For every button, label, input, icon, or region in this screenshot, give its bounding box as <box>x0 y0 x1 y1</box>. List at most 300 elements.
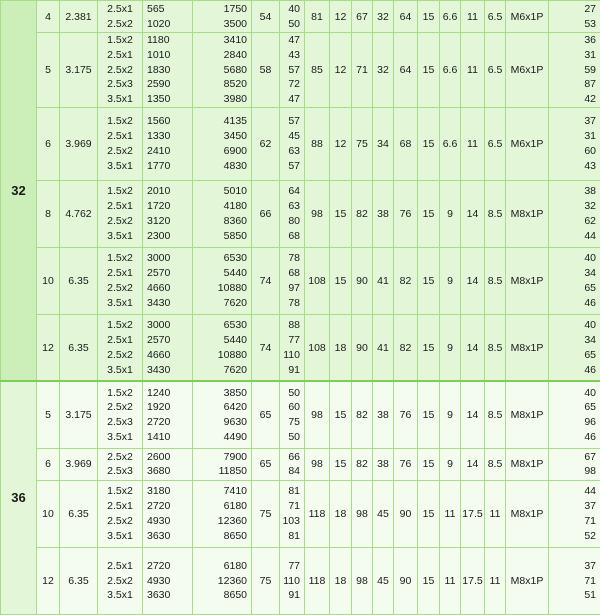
cell-line: 84 <box>280 464 304 479</box>
cell-f: 62 <box>252 107 280 180</box>
cell-line: 3410 <box>193 33 251 48</box>
cell-line: 3500 <box>193 17 251 32</box>
cell-k: 32 <box>373 33 394 108</box>
cell-line: 50 <box>280 430 304 445</box>
cell-line: 2410 <box>143 144 192 159</box>
cell-line: 52 <box>549 529 600 544</box>
cell-line: 10880 <box>193 281 251 296</box>
cell-g <box>280 480 305 547</box>
cell-h: 98 <box>305 381 330 448</box>
cell-line: 6900 <box>193 144 251 159</box>
cell-line: 4490 <box>193 430 251 445</box>
cell-line: 67 <box>549 450 600 465</box>
cell-o: 14 <box>461 381 485 448</box>
cell-line: 80 <box>280 214 304 229</box>
cell-k: 34 <box>373 107 394 180</box>
cell-line: 65 <box>549 400 600 415</box>
cell-line: 3.5x1 <box>98 159 142 174</box>
cell-line: 7900 <box>193 450 251 465</box>
cell-line: 5010 <box>193 184 251 199</box>
cell-m: 15 <box>418 247 440 314</box>
cell-p: 6.5 <box>485 1 506 33</box>
cell-m: 15 <box>418 33 440 108</box>
cell-line: 50 <box>280 386 304 401</box>
cell-line: 2.5x2 <box>98 348 142 363</box>
cell-n: 11 <box>440 547 461 614</box>
cell-r <box>549 107 600 180</box>
cell-p: 8.5 <box>485 314 506 381</box>
table-row <box>1 180 600 247</box>
cell-g <box>280 107 305 180</box>
cell-line: 12360 <box>193 514 251 529</box>
cell-line: 1720 <box>143 199 192 214</box>
cell-line: 1.5x2 <box>98 33 142 48</box>
cell-j: 90 <box>352 314 373 381</box>
cell-n: 6.6 <box>440 33 461 108</box>
cell-line: 1010 <box>143 48 192 63</box>
cell-line: 1.5x2 <box>98 318 142 333</box>
cell-b: 3.175 <box>60 381 98 448</box>
cell-line: 44 <box>549 229 600 244</box>
cell-e <box>193 1 252 33</box>
cell-m: 15 <box>418 180 440 247</box>
cell-a: 12 <box>37 314 60 381</box>
cell-r <box>549 314 600 381</box>
cell-line: 71 <box>280 499 304 514</box>
cell-line: 37 <box>549 499 600 514</box>
cell-r <box>549 180 600 247</box>
cell-line: 2.5x1 <box>98 266 142 281</box>
cell-line: 5680 <box>193 63 251 78</box>
cell-line: 96 <box>549 415 600 430</box>
cell-b: 6.35 <box>60 547 98 614</box>
cell-q: M8x1P <box>506 180 549 247</box>
cell-line: 77 <box>280 333 304 348</box>
cell-a: 4 <box>37 1 60 33</box>
cell-b: 6.35 <box>60 247 98 314</box>
table-row <box>1 247 600 314</box>
cell-line: 4660 <box>143 281 192 296</box>
cell-line: 34 <box>549 333 600 348</box>
cell-line: 2570 <box>143 266 192 281</box>
cell-line: 46 <box>549 296 600 311</box>
cell-line: 1330 <box>143 129 192 144</box>
cell-c <box>98 107 143 180</box>
cell-line: 65 <box>549 281 600 296</box>
cell-i: 18 <box>330 314 352 381</box>
cell-i: 18 <box>330 480 352 547</box>
cell-line: 91 <box>280 363 304 378</box>
cell-line: 77 <box>280 559 304 574</box>
cell-line: 5440 <box>193 333 251 348</box>
cell-line: 31 <box>549 48 600 63</box>
cell-line: 64 <box>280 184 304 199</box>
cell-o: 11 <box>461 107 485 180</box>
cell-line: 2720 <box>143 559 192 574</box>
cell-i: 12 <box>330 1 352 33</box>
cell-line: 2.5x1 <box>98 499 142 514</box>
cell-line: 6530 <box>193 251 251 266</box>
cell-j: 67 <box>352 1 373 33</box>
cell-line: 2.5x1 <box>98 333 142 348</box>
cell-line: 2.5x2 <box>98 514 142 529</box>
cell-f: 54 <box>252 1 280 33</box>
cell-line: 4660 <box>143 348 192 363</box>
cell-h: 85 <box>305 33 330 108</box>
cell-l: 76 <box>394 381 418 448</box>
cell-line: 3680 <box>143 464 192 479</box>
table-row <box>1 1 600 33</box>
cell-b: 6.35 <box>60 314 98 381</box>
cell-line: 3.5x1 <box>98 92 142 107</box>
cell-f: 58 <box>252 33 280 108</box>
cell-c <box>98 547 143 614</box>
cell-line: 3980 <box>193 92 251 107</box>
cell-g <box>280 247 305 314</box>
cell-m: 15 <box>418 547 440 614</box>
cell-k: 38 <box>373 448 394 480</box>
cell-q: M6x1P <box>506 33 549 108</box>
cell-line: 38 <box>549 184 600 199</box>
table-row <box>1 480 600 547</box>
cell-l: 64 <box>394 1 418 33</box>
cell-f: 74 <box>252 247 280 314</box>
cell-c <box>98 33 143 108</box>
cell-line: 78 <box>280 251 304 266</box>
cell-line: 60 <box>549 144 600 159</box>
cell-line: 81 <box>280 484 304 499</box>
cell-line: 3630 <box>143 529 192 544</box>
cell-line: 63 <box>280 144 304 159</box>
cell-line: 37 <box>549 114 600 129</box>
cell-line: 2.5x2 <box>98 144 142 159</box>
cell-line: 1240 <box>143 386 192 401</box>
cell-line: 8520 <box>193 77 251 92</box>
cell-b: 3.175 <box>60 33 98 108</box>
cell-line: 1770 <box>143 159 192 174</box>
cell-d <box>143 180 193 247</box>
cell-a: 5 <box>37 33 60 108</box>
cell-i: 18 <box>330 547 352 614</box>
cell-line: 3.5x1 <box>98 430 142 445</box>
cell-a: 8 <box>37 180 60 247</box>
cell-line: 51 <box>549 588 600 603</box>
cell-line: 5850 <box>193 229 251 244</box>
cell-line: 60 <box>280 400 304 415</box>
cell-line: 103 <box>280 514 304 529</box>
cell-i: 15 <box>330 448 352 480</box>
cell-line: 2.5x3 <box>98 415 142 430</box>
cell-a: 12 <box>37 547 60 614</box>
cell-e <box>193 547 252 614</box>
cell-line: 7620 <box>193 363 251 378</box>
cell-line: 45 <box>280 129 304 144</box>
cell-c <box>98 314 143 381</box>
cell-d <box>143 547 193 614</box>
cell-l: 90 <box>394 480 418 547</box>
cell-l: 82 <box>394 247 418 314</box>
cell-f: 74 <box>252 314 280 381</box>
cell-line: 46 <box>549 430 600 445</box>
cell-line: 8360 <box>193 214 251 229</box>
cell-p: 8.5 <box>485 247 506 314</box>
cell-h: 118 <box>305 480 330 547</box>
cell-line: 3850 <box>193 386 251 401</box>
cell-line: 3.5x1 <box>98 529 142 544</box>
cell-line: 1350 <box>143 92 192 107</box>
cell-line: 3.5x1 <box>98 229 142 244</box>
cell-line: 8650 <box>193 588 251 603</box>
cell-a: 10 <box>37 480 60 547</box>
cell-l: 64 <box>394 33 418 108</box>
cell-b: 3.969 <box>60 448 98 480</box>
cell-line: 1020 <box>143 17 192 32</box>
cell-line: 2720 <box>143 499 192 514</box>
cell-line: 57 <box>280 63 304 78</box>
cell-i: 12 <box>330 33 352 108</box>
cell-line: 34 <box>549 266 600 281</box>
table-row <box>1 314 600 381</box>
cell-i: 12 <box>330 107 352 180</box>
cell-o: 17.5 <box>461 480 485 547</box>
cell-line: 3630 <box>143 588 192 603</box>
cell-b: 6.35 <box>60 480 98 547</box>
cell-line: 565 <box>143 2 192 17</box>
cell-line: 2570 <box>143 333 192 348</box>
cell-b: 2.381 <box>60 1 98 33</box>
cell-r <box>549 1 600 33</box>
cell-b: 3.969 <box>60 107 98 180</box>
cell-f: 75 <box>252 480 280 547</box>
cell-c <box>98 247 143 314</box>
cell-d <box>143 448 193 480</box>
cell-line: 75 <box>280 415 304 430</box>
cell-line: 10880 <box>193 348 251 363</box>
cell-k: 45 <box>373 547 394 614</box>
cell-line: 87 <box>549 77 600 92</box>
cell-line: 40 <box>549 318 600 333</box>
cell-line: 36 <box>549 33 600 48</box>
cell-l: 68 <box>394 107 418 180</box>
cell-line: 9630 <box>193 415 251 430</box>
cell-line: 50 <box>280 17 304 32</box>
cell-line: 47 <box>280 33 304 48</box>
cell-line: 12360 <box>193 574 251 589</box>
cell-e <box>193 480 252 547</box>
cell-p: 11 <box>485 480 506 547</box>
cell-q: M6x1P <box>506 1 549 33</box>
cell-l: 76 <box>394 448 418 480</box>
cell-line: 2600 <box>143 450 192 465</box>
cell-line: 98 <box>549 464 600 479</box>
cell-a: 10 <box>37 247 60 314</box>
cell-h: 98 <box>305 180 330 247</box>
cell-line: 6530 <box>193 318 251 333</box>
cell-line: 40 <box>549 251 600 266</box>
size-group-32 <box>1 1 600 382</box>
cell-q: M8x1P <box>506 547 549 614</box>
cell-q: M8x1P <box>506 247 549 314</box>
cell-line: 11850 <box>193 464 251 479</box>
cell-line: 2.5x1 <box>98 48 142 63</box>
cell-j: 98 <box>352 480 373 547</box>
cell-l: 82 <box>394 314 418 381</box>
cell-e <box>193 107 252 180</box>
cell-line: 1560 <box>143 114 192 129</box>
cell-line: 72 <box>280 77 304 92</box>
cell-line: 40 <box>549 386 600 401</box>
cell-m: 15 <box>418 448 440 480</box>
table-row <box>1 381 600 448</box>
cell-p: 6.5 <box>485 107 506 180</box>
cell-l: 76 <box>394 180 418 247</box>
cell-line: 2010 <box>143 184 192 199</box>
cell-line: 68 <box>280 229 304 244</box>
cell-c <box>98 180 143 247</box>
cell-line: 71 <box>549 514 600 529</box>
cell-q: M8x1P <box>506 448 549 480</box>
cell-line: 59 <box>549 63 600 78</box>
cell-line: 110 <box>280 574 304 589</box>
cell-j: 82 <box>352 448 373 480</box>
cell-p: 6.5 <box>485 33 506 108</box>
cell-k: 32 <box>373 1 394 33</box>
cell-line: 42 <box>549 92 600 107</box>
cell-d <box>143 247 193 314</box>
cell-m: 15 <box>418 480 440 547</box>
cell-k: 41 <box>373 247 394 314</box>
cell-line: 3000 <box>143 318 192 333</box>
cell-h: 88 <box>305 107 330 180</box>
cell-line: 2.5x2 <box>98 281 142 296</box>
cell-o: 14 <box>461 314 485 381</box>
cell-q: M8x1P <box>506 314 549 381</box>
cell-b: 4.762 <box>60 180 98 247</box>
cell-g <box>280 381 305 448</box>
cell-h: 98 <box>305 448 330 480</box>
cell-line: 3.5x1 <box>98 588 142 603</box>
cell-i: 15 <box>330 381 352 448</box>
size-group-label: 32 <box>1 1 37 382</box>
table-row <box>1 107 600 180</box>
cell-j: 98 <box>352 547 373 614</box>
cell-k: 38 <box>373 180 394 247</box>
cell-j: 82 <box>352 381 373 448</box>
cell-h: 118 <box>305 547 330 614</box>
cell-r <box>549 480 600 547</box>
cell-c <box>98 448 143 480</box>
cell-line: 1.5x2 <box>98 114 142 129</box>
cell-q: M6x1P <box>506 107 549 180</box>
cell-line: 81 <box>280 529 304 544</box>
cell-l: 90 <box>394 547 418 614</box>
cell-line: 2590 <box>143 77 192 92</box>
cell-f: 75 <box>252 547 280 614</box>
cell-a: 6 <box>37 107 60 180</box>
cell-d <box>143 314 193 381</box>
cell-line: 6180 <box>193 559 251 574</box>
cell-f: 65 <box>252 381 280 448</box>
cell-line: 3430 <box>143 363 192 378</box>
cell-r <box>549 33 600 108</box>
cell-j: 82 <box>352 180 373 247</box>
cell-e <box>193 180 252 247</box>
cell-n: 11 <box>440 480 461 547</box>
cell-line: 2840 <box>193 48 251 63</box>
cell-n: 9 <box>440 448 461 480</box>
table-row <box>1 448 600 480</box>
cell-line: 53 <box>549 17 600 32</box>
cell-line: 1830 <box>143 63 192 78</box>
cell-line: 63 <box>280 199 304 214</box>
cell-line: 8650 <box>193 529 251 544</box>
cell-line: 2.5x1 <box>98 559 142 574</box>
cell-line: 1.5x2 <box>98 251 142 266</box>
table-row <box>1 33 600 108</box>
cell-line: 1.5x2 <box>98 184 142 199</box>
cell-o: 17.5 <box>461 547 485 614</box>
cell-q: M8x1P <box>506 381 549 448</box>
cell-line: 2.5x2 <box>98 450 142 465</box>
cell-e <box>193 381 252 448</box>
cell-line: 2720 <box>143 415 192 430</box>
cell-n: 9 <box>440 180 461 247</box>
cell-line: 91 <box>280 588 304 603</box>
cell-line: 44 <box>549 484 600 499</box>
cell-line: 88 <box>280 318 304 333</box>
cell-g <box>280 547 305 614</box>
cell-line: 2.5x2 <box>98 214 142 229</box>
cell-line: 2.5x2 <box>98 63 142 78</box>
cell-line: 31 <box>549 129 600 144</box>
cell-line: 2.5x1 <box>98 199 142 214</box>
cell-line: 43 <box>280 48 304 63</box>
cell-r <box>549 547 600 614</box>
cell-d <box>143 107 193 180</box>
cell-line: 47 <box>280 92 304 107</box>
cell-line: 57 <box>280 114 304 129</box>
cell-line: 97 <box>280 281 304 296</box>
cell-g <box>280 33 305 108</box>
cell-c <box>98 480 143 547</box>
cell-f: 66 <box>252 180 280 247</box>
cell-line: 2.5x2 <box>98 574 142 589</box>
cell-q: M8x1P <box>506 480 549 547</box>
cell-o: 14 <box>461 247 485 314</box>
cell-j: 71 <box>352 33 373 108</box>
cell-d <box>143 381 193 448</box>
cell-m: 15 <box>418 1 440 33</box>
cell-line: 4180 <box>193 199 251 214</box>
cell-k: 41 <box>373 314 394 381</box>
cell-n: 6.6 <box>440 1 461 33</box>
cell-line: 78 <box>280 296 304 311</box>
cell-n: 9 <box>440 314 461 381</box>
cell-line: 7620 <box>193 296 251 311</box>
cell-m: 15 <box>418 314 440 381</box>
cell-p: 11 <box>485 547 506 614</box>
cell-line: 7410 <box>193 484 251 499</box>
cell-line: 2.5x2 <box>98 17 142 32</box>
cell-line: 2300 <box>143 229 192 244</box>
cell-n: 9 <box>440 381 461 448</box>
cell-c <box>98 1 143 33</box>
cell-line: 62 <box>549 214 600 229</box>
cell-m: 15 <box>418 381 440 448</box>
cell-k: 38 <box>373 381 394 448</box>
cell-line: 3.5x1 <box>98 363 142 378</box>
cell-r <box>549 381 600 448</box>
